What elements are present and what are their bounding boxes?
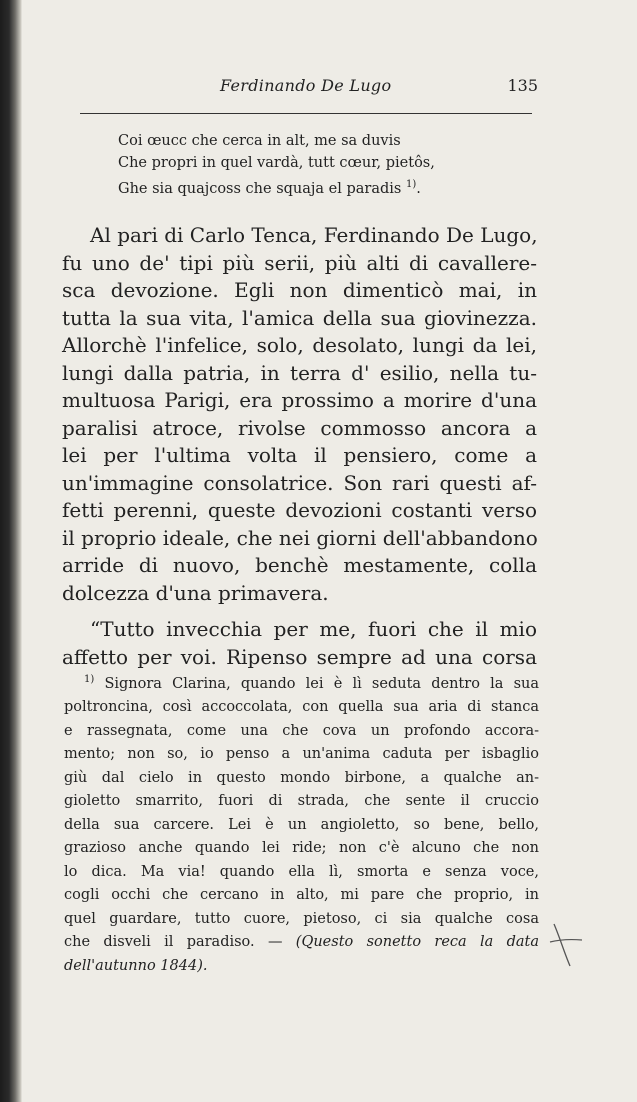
footnote-text: che disveli il paradiso. — — [64, 934, 296, 951]
poem-end-punctuation: . — [416, 180, 421, 197]
paragraph-line: Al pari di Carlo Tenca, Ferdinando De Lugo, — [90, 223, 538, 247]
paragraph-line: affetto per voi. Ripenso sempre ad una corsa — [62, 644, 537, 669]
poem-quote — [118, 130, 538, 200]
footnote-line: giù dal cielo in questo mondo birbone, a qualche an- — [64, 769, 539, 786]
footnote-italic-text: dell'autunno 1844). — [64, 957, 208, 974]
footnote-marker: 1) — [84, 674, 95, 685]
footnote-text: Signora Clarina, quando lei è lì seduta dentro la sua — [104, 675, 539, 692]
footnote-line: lo dica. Ma via! quando ella lì, smorta e senza voce, — [64, 863, 539, 880]
poem-line-text: Ghe sia quajcoss che squaja el paradis — [118, 180, 402, 197]
paragraph-line: fu uno de' tipi più serii, più alti di cavallere- — [62, 250, 537, 275]
paragraph-line: multuosa Parigi, era prossimo a morire d'una — [62, 388, 537, 412]
paragraph-line: Allorchè l'infelice, solo, desolato, lungi da lei, — [62, 333, 537, 357]
paragraph-line: tutta la sua vita, l'amica della sua giovinezza. — [62, 305, 537, 330]
paragraph-line: sca devozione. Egli non dimenticò mai, in — [62, 278, 537, 302]
paragraph-line: paralisi atroce, rivolse commosso ancora a — [62, 415, 537, 440]
page-number: 135 — [507, 76, 538, 95]
main-text — [62, 222, 537, 671]
footnote — [64, 668, 539, 978]
footnote-line: cogli occhi che cercano in alto, mi pare che proprio, in — [64, 887, 539, 904]
footnote-reference: 1) — [405, 179, 417, 190]
footnote-line — [64, 955, 539, 979]
poem-line: Coi œucc che cerca in alt, me sa duvis — [118, 133, 401, 149]
header-rule — [80, 113, 532, 114]
pencil-mark-icon — [548, 920, 588, 970]
footnote-line: della sua carcere. Lei è un angioletto, so bene, bello, — [64, 816, 539, 833]
page-header — [80, 76, 540, 100]
paragraph-line: fetti perenni, queste devozioni costanti verso — [62, 498, 537, 522]
footnote-line — [64, 931, 539, 955]
paragraph-line: dolcezza d'una primavera. — [62, 580, 329, 605]
footnote-italic-text: (Questo sonetto reca la data — [295, 934, 539, 951]
paragraph-line: lungi dalla patria, in terra d' esilio, nella tu- — [62, 360, 537, 385]
footnote-line — [64, 668, 539, 696]
running-title: Ferdinando De Lugo — [220, 76, 392, 95]
footnote-line: grazioso anche quando lei ride; non c'è alcuno che non — [64, 840, 539, 857]
footnote-line: poltroncina, così accoccolata, con quella sua aria di stanca — [64, 699, 539, 716]
footnote-line: gioletto smarrito, fuori di strada, che sente il cruccio — [64, 793, 539, 810]
paragraph-line: “Tutto invecchia per me, fuori che il mio — [90, 617, 537, 641]
paragraph-line: il proprio ideale, che nei giorni dell'abbandono — [62, 525, 538, 550]
paragraph-line: un'immagine consolatrice. Son rari questi af- — [62, 470, 537, 495]
poem-line — [118, 174, 538, 200]
paragraph-line: lei per l'ultima volta il pensiero, come a — [62, 443, 537, 467]
book-binding-edge — [0, 0, 22, 1102]
footnote-line: quel guardare, tutto cuore, pietoso, ci sia qualche cosa — [64, 910, 539, 927]
footnote-line: mento; non so, io penso a un'anima caduta per isbaglio — [64, 746, 539, 763]
poem-line: Che propri in quel vardà, tutt cœur, pietôs, — [118, 155, 435, 171]
footnote-line: e rassegnata, come una che cova un profondo accora- — [64, 722, 539, 739]
paragraph-line: arride di nuovo, benchè mestamente, colla — [62, 553, 537, 577]
